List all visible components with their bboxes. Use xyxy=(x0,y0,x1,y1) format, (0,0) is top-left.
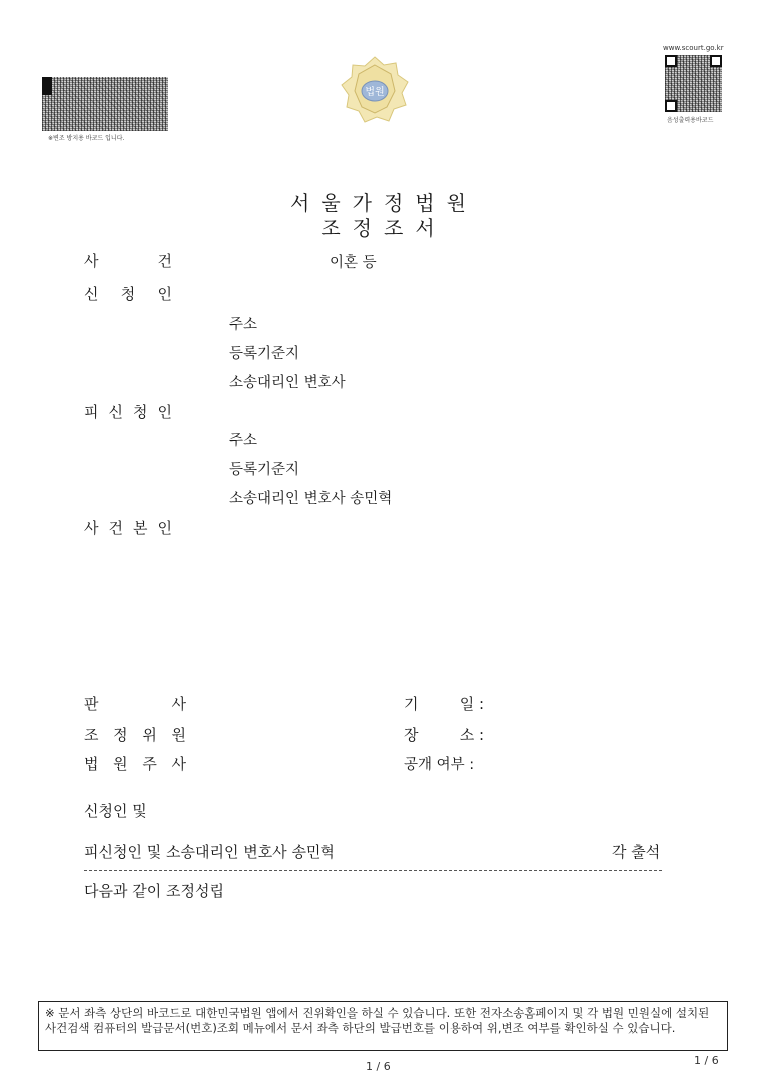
court-seal-icon xyxy=(340,55,410,125)
case-label: 사 건 xyxy=(84,252,172,270)
scourt-url: www.scourt.go.kr xyxy=(663,44,724,52)
tamper-proof-barcode xyxy=(42,77,168,131)
respondent-label: 피 신 청 인 xyxy=(84,403,172,421)
verification-notice: ※ 문서 좌측 상단의 바코드로 대한민국법원 앱에서 진위확인을 하실 수 있습니다. 또한 전자소송홈페이지 및 각 법원 민원실에 설치된 사건검색 컴퓨터의 발급문서(번호)조회 메뉴에서 문서 좌측 하단의 발급번호를 이용하여 위,변조 여부를 확인하실 수 있습니다. xyxy=(38,1001,728,1051)
case-value: 이혼 등 xyxy=(330,255,377,271)
page-number-right: 1 / 6 xyxy=(694,1054,719,1067)
barcode-caption: ※변조 방지용 바코드 입니다. xyxy=(48,135,125,142)
respondent-attorney: 소송대리인 변호사 송민혁 xyxy=(229,491,393,507)
seal-text: 법원 xyxy=(365,87,385,98)
public-label: 공개 여부 : xyxy=(404,757,475,773)
mediation-result: 다음과 같이 조정성립 xyxy=(84,882,224,900)
place-label: 장 소 : xyxy=(404,726,484,744)
document-title: 조정조서 xyxy=(321,216,447,240)
applicant-label: 신 청 인 xyxy=(84,285,172,303)
clerk-label: 법 원 주 사 xyxy=(84,755,186,773)
page-number-center: 1 / 6 xyxy=(366,1060,391,1073)
respondent-registry: 등록기준지 xyxy=(229,462,300,478)
applicant-registry: 등록기준지 xyxy=(229,346,300,362)
court-name: 서울가정법원 xyxy=(290,191,478,215)
applicant-address: 주소 xyxy=(229,317,258,333)
attendance-status: 각 출석 xyxy=(612,843,661,861)
qr-caption: 음성출력용바코드 xyxy=(667,117,714,124)
dashed-divider xyxy=(84,870,662,871)
judge-label: 판 사 xyxy=(84,695,186,713)
applicant-attorney: 소송대리인 변호사 xyxy=(229,375,346,391)
attendance-line-1: 신청인 및 xyxy=(84,802,147,820)
voice-output-qr-code xyxy=(665,55,722,112)
date-label: 기 일 : xyxy=(404,695,484,713)
attendance-line-2: 피신청인 및 소송대리인 변호사 송민혁 xyxy=(84,843,335,861)
mediator-label: 조 정 위 원 xyxy=(84,726,186,744)
case-principal-label: 사 건 본 인 xyxy=(84,519,172,537)
respondent-address: 주소 xyxy=(229,433,258,449)
